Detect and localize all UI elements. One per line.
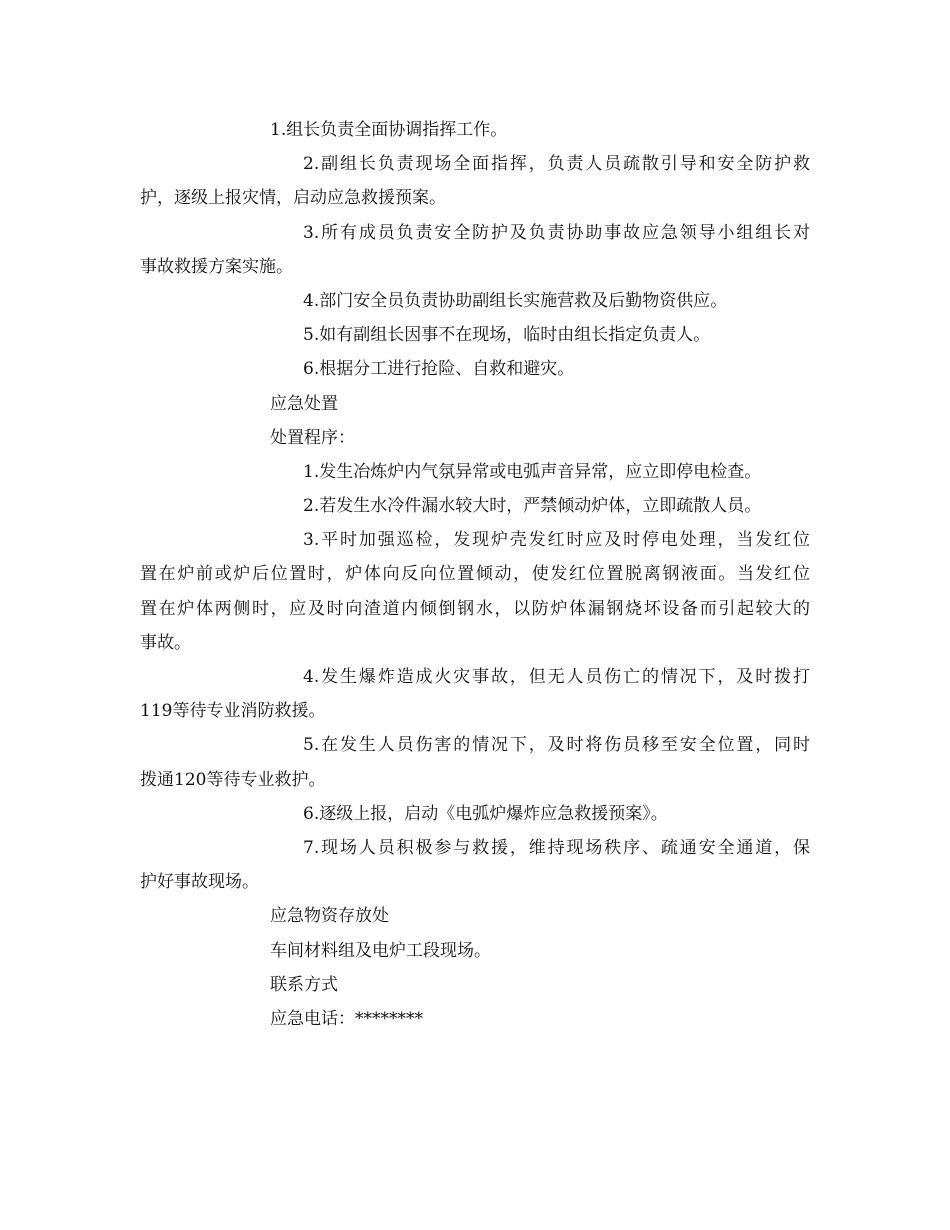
text-line: 3.平时加强巡检，发现炉壳发红时应及时停电处理，当发红位: [303, 530, 810, 551]
emergency-phone: 应急电话：********: [270, 1008, 423, 1029]
text-line: 车间材料组及电炉工段现场。: [270, 940, 491, 961]
text-line: 置在炉前或炉后位置时，炉体向反向位置倾动，使发红位置脱离钢液面。当发红位: [140, 564, 810, 585]
text-line: 置在炉体两侧时，应及时向渣道内倾倒钢水，以防炉体漏钢烧坏设备而引起较大的: [140, 598, 810, 619]
text-line: 1.发生冶炼炉内气氛异常或电弧声音异常，应立即停电检查。: [303, 461, 762, 482]
subsection-heading: 处置程序：: [270, 427, 355, 448]
text-line: 3.所有成员负责安全防护及负责协助事故应急领导小组组长对: [303, 222, 810, 243]
text-line: 1.组长负责全面协调指挥工作。: [270, 120, 508, 140]
document-body: [140, 113, 810, 1036]
text-line: 事故救援方案实施。: [140, 256, 293, 277]
text-line: 119等待专业消防救援。: [140, 701, 326, 722]
text-line: 6.根据分工进行抢险、自救和避灾。: [303, 359, 575, 380]
text-line: 4.发生爆炸造成火灾事故，但无人员伤亡的情况下，及时拨打: [303, 667, 810, 687]
text-line: 事故。: [140, 632, 191, 653]
text-line: 护，逐级上报灾情，启动应急救援预案。: [140, 188, 446, 209]
text-line: 4.部门安全员负责协助副组长实施营救及后勤物资供应。: [303, 290, 728, 311]
text-line: 护好事故现场。: [140, 872, 259, 893]
text-line: 拨通120等待专业救护。: [140, 769, 326, 790]
text-line: 2.若发生水冷件漏水较大时，严禁倾动炉体，立即疏散人员。: [303, 496, 762, 517]
text-line: 5.在发生人员伤害的情况下，及时将伤员移至安全位置，同时: [303, 735, 810, 756]
section-heading: 应急物资存放处: [270, 906, 389, 927]
section-heading: 应急处置: [270, 393, 338, 414]
text-line: 5.如有副组长因事不在现场，临时由组长指定负责人。: [303, 325, 711, 346]
text-line: 6.逐级上报，启动《电弧炉爆炸应急救援预案》。: [303, 803, 668, 824]
text-line: 7.现场人员积极参与救援，维持现场秩序、疏通安全通道，保: [303, 837, 810, 858]
text-line: 2.副组长负责现场全面指挥，负责人员疏散引导和安全防护救: [303, 154, 810, 175]
section-heading: 联系方式: [270, 974, 338, 995]
